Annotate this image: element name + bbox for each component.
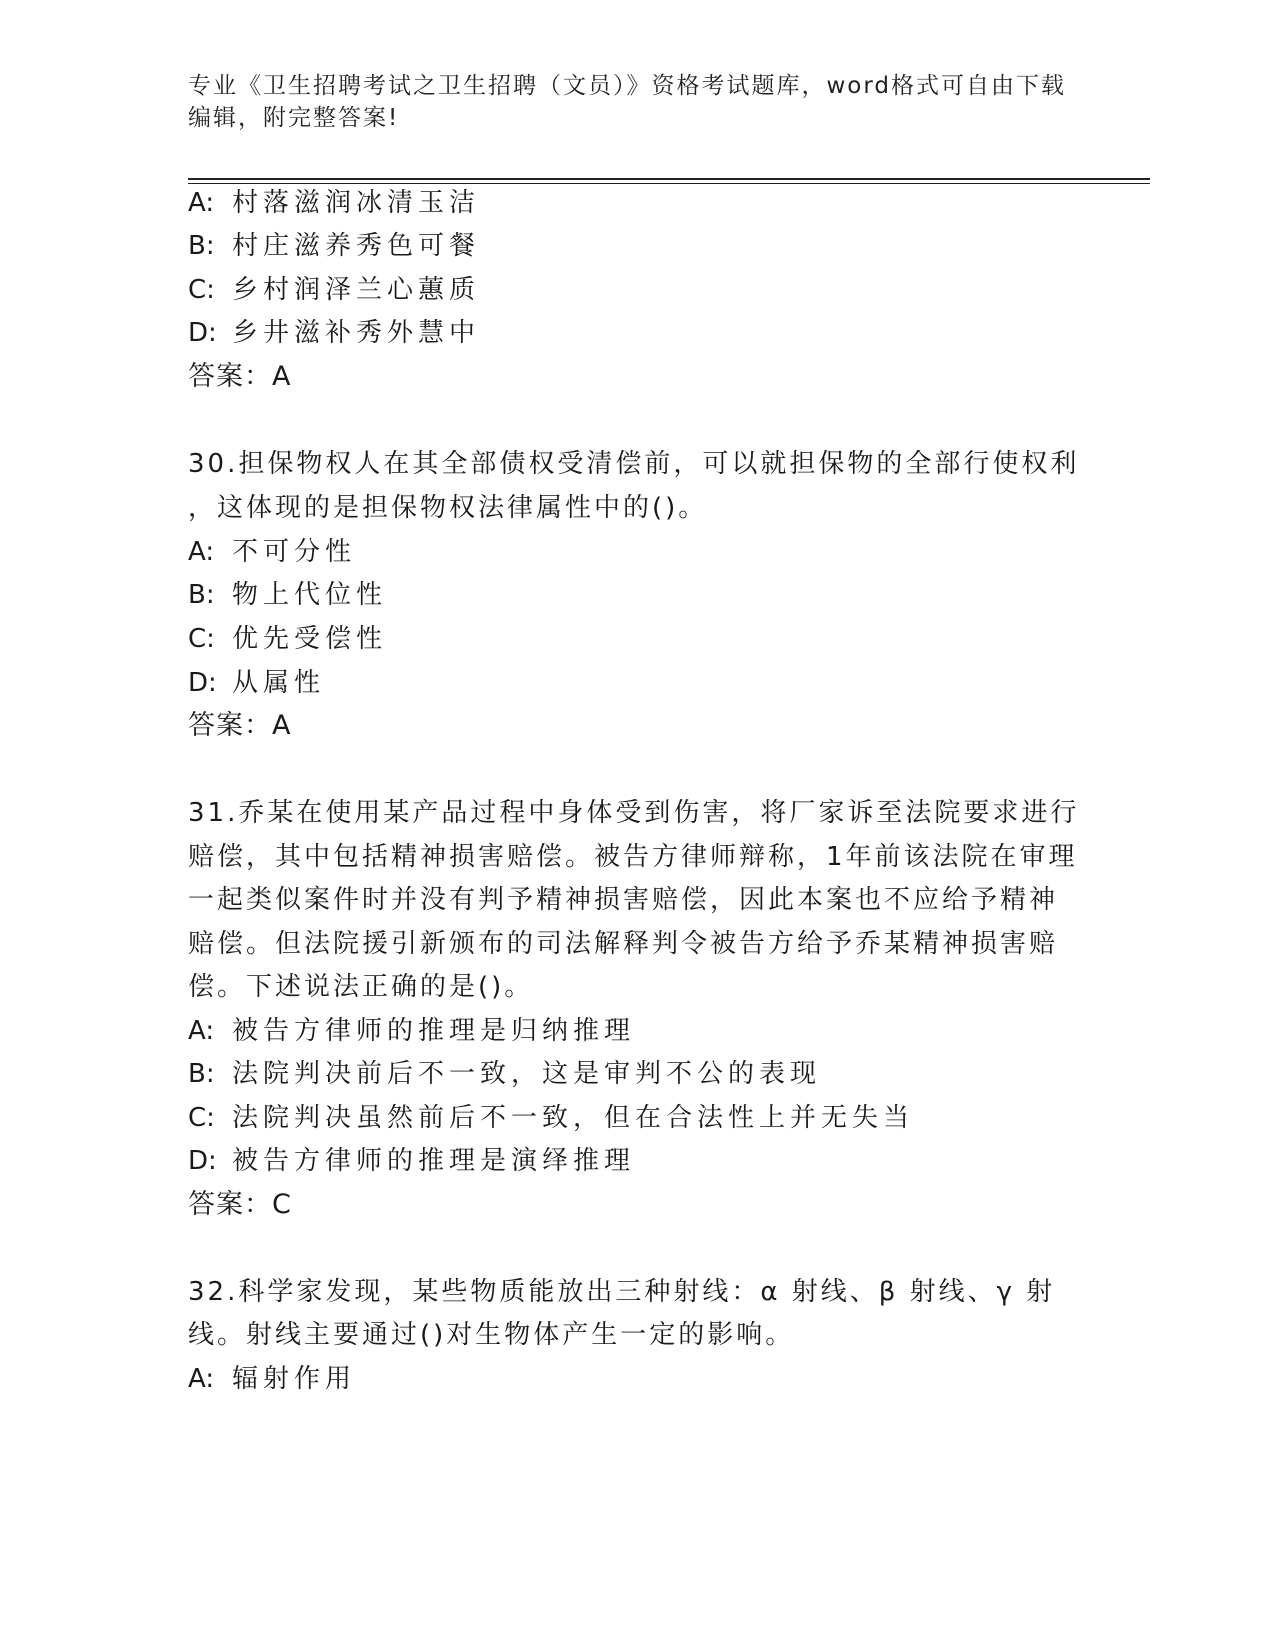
q32-option-a: A: 辐射作用: [188, 1364, 357, 1394]
q31-stem-line-3: 一起类似案件时并没有判予精神损害赔偿，因此本案也不应给予精神: [188, 885, 1059, 915]
header-divider-thick: [188, 178, 1150, 180]
q31-stem-line-1: 31.乔某在使用某产品过程中身体受到伤害，将厂家诉至法院要求进行: [188, 798, 1080, 828]
q31-option-b: B: 法院判决前后不一致，这是审判不公的表现: [188, 1059, 822, 1089]
q31-stem-line-5: 偿。下述说法正确的是()。: [188, 972, 534, 1002]
q31-option-a: A: 被告方律师的推理是归纳推理: [188, 1016, 636, 1046]
q30-stem-line-2: ，这体现的是担保物权法律属性中的()。: [188, 493, 708, 523]
q29-option-a: A: 村落滋润冰清玉洁: [188, 188, 481, 218]
q30-option-d: D: 从属性: [188, 668, 326, 698]
header-line-2: 编辑，附完整答案!: [188, 105, 400, 131]
q31-stem-line-4: 赔偿。但法院援引新颁布的司法解释判令被告方给予乔某精神损害赔: [188, 929, 1059, 959]
q30-option-c: C: 优先受偿性: [188, 624, 388, 654]
q29-option-b: B: 村庄滋养秀色可餐: [188, 231, 481, 261]
q29-option-d: D: 乡井滋补秀外慧中: [188, 318, 481, 348]
q31-option-c: C: 法院判决虽然前后不一致，但在合法性上并无失当: [188, 1103, 915, 1133]
q32-stem-line-2: 线。射线主要通过()对生物体产生一定的影响。: [188, 1320, 795, 1350]
q30-option-a: A: 不可分性: [188, 537, 357, 567]
document-header: [188, 70, 1068, 134]
q31-option-d: D: 被告方律师的推理是演绎推理: [188, 1146, 636, 1176]
header-divider-thin: [188, 183, 1150, 184]
q29-answer: 答案：A: [188, 361, 292, 392]
q30-answer: 答案：A: [188, 710, 292, 741]
q31-stem-line-2: 赔偿，其中包括精神损害赔偿。被告方律师辩称，1年前该法院在审理: [188, 842, 1078, 872]
q32-stem-line-1: 32.科学家发现，某些物质能放出三种射线：α 射线、β 射线、γ 射: [188, 1277, 1056, 1307]
q29-option-c: C: 乡村润泽兰心蕙质: [188, 275, 481, 305]
q30-option-b: B: 物上代位性: [188, 580, 388, 610]
q30-stem-line-1: 30.担保物权人在其全部债权受清偿前，可以就担保物的全部行使权利: [188, 449, 1080, 479]
q31-answer: 答案：C: [188, 1189, 292, 1220]
header-line-1: 专业《卫生招聘考试之卫生招聘（文员）》资格考试题库，word格式可自由下载: [188, 73, 1067, 99]
